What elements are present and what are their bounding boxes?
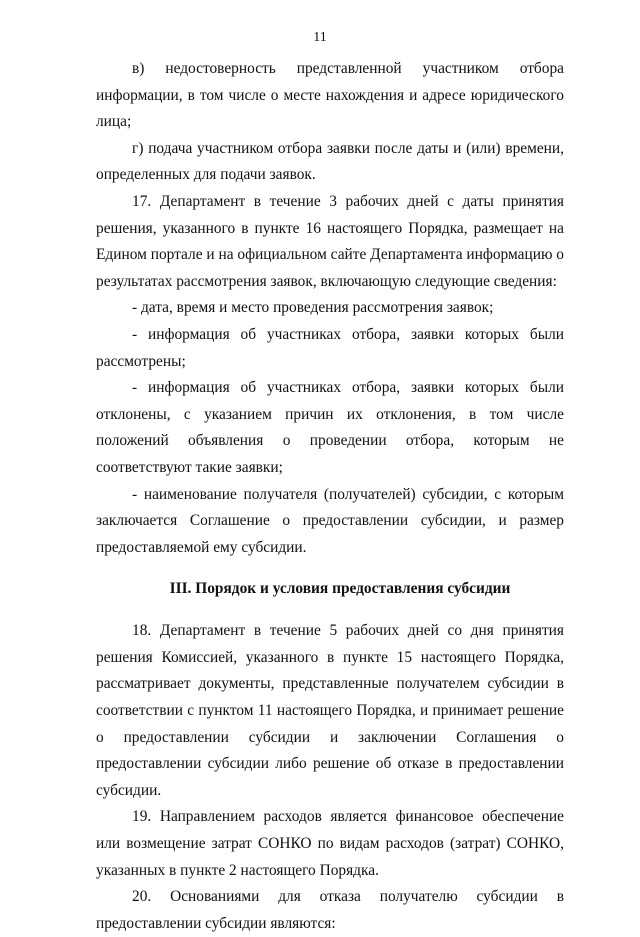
paragraph-20: 20. Основаниями для отказа получателю субсидии в предоставлении субсидии являются: bbox=[96, 888, 564, 932]
paragraph-item-g: г) подача участником отбора заявки после даты и (или) времени, определенных для подачи заявок. bbox=[96, 139, 564, 184]
list-item-rejected-participants: - информация об участниках отбора, заявки которых были отклонены, с указанием причин их отклонения, в том числе положений объявления о проведении отбора, которым не соответствуют такие заявки; bbox=[96, 379, 564, 476]
paragraph-19: 19. Направлением расходов является финансовое обеспечение или возмещение затрат СОНКО по видам расходов (затрат) СОНКО, указанных в пункте 2 настоящего Порядка. bbox=[96, 808, 564, 879]
list-item-date-time-place: - дата, время и место проведения рассмотрения заявок; bbox=[132, 299, 494, 317]
paragraph-item-v: в) недостоверность представленной участником отбора информации, в том числе о месте нахождения и адресе юридического лица; bbox=[96, 60, 564, 131]
paragraph-18: 18. Департамент в течение 5 рабочих дней со дня принятия решения Комиссией, указанного в пункте 15 настоящего Порядка, рассматривает документы, представленные получателем субсидии в соответствии с пунктом 11 настоящего Порядка, и принимает решение о предоставлении субсидии и заключении Соглашения о предоставлении субсидии либо решение об отказе в предоставлении субсидии. bbox=[96, 622, 564, 799]
page-number: 11 bbox=[313, 30, 327, 45]
list-item-reviewed-participants: - информация об участниках отбора, заявки которых были рассмотрены; bbox=[96, 325, 564, 370]
list-item-recipient-name: - наименование получателя (получателей) субсидии, с которым заключается Соглашение о предоставлении субсидии, и размер предоставляемой ему субсидии. bbox=[96, 485, 564, 556]
document-body bbox=[96, 56, 564, 937]
section-heading: III. Порядок и условия предоставления субсидии bbox=[169, 580, 511, 598]
paragraph-17: 17. Департамент в течение 3 рабочих дней с даты принятия решения, указанного в пункте 16 настоящего Порядка, размещает на Едином портале и на официальном сайте Департамента информацию о результатах рассмотрения заявок, включающую следующие сведения: bbox=[96, 192, 564, 290]
